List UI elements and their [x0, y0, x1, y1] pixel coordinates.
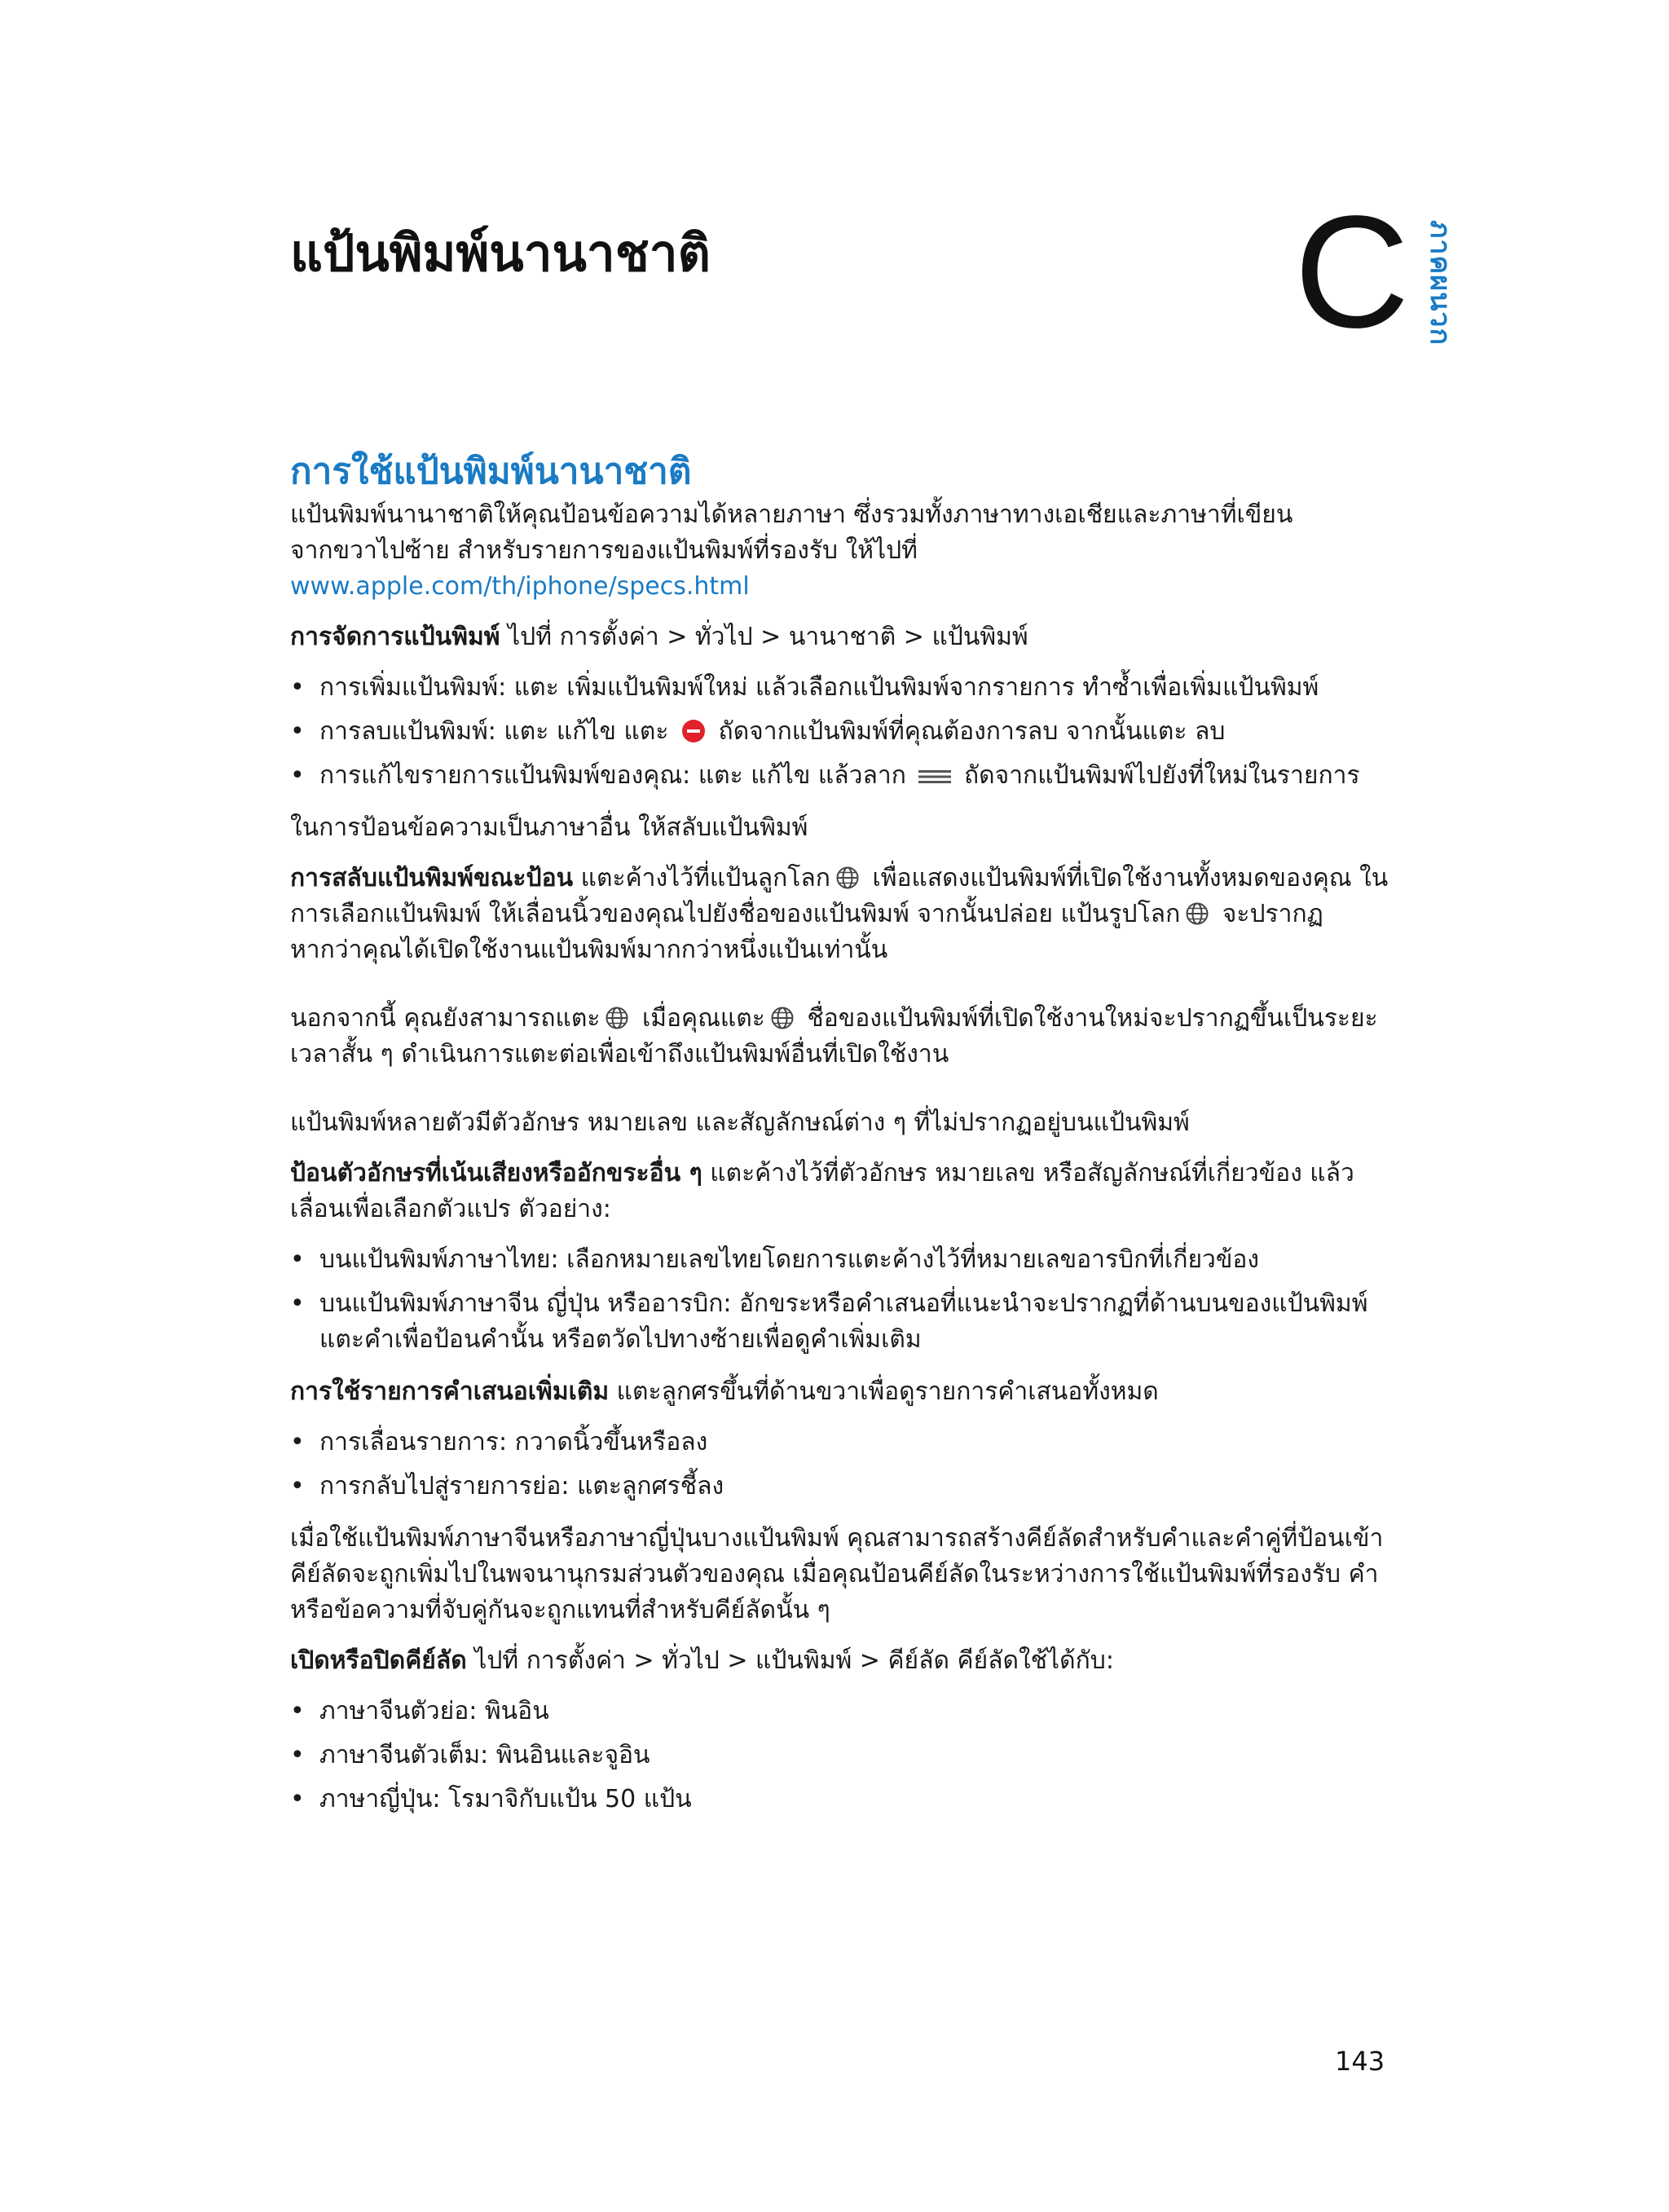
- item-label: การเพิ่มแป้นพิมพ์:: [319, 673, 507, 702]
- list-item: [290, 1469, 1392, 1505]
- manage-paragraph: [290, 619, 1392, 655]
- intro-line-2: จากขวาไปซ้าย สำหรับรายการของแป้นพิมพ์ที่รองรับ ให้ไปที่: [290, 536, 918, 565]
- also-text-b: เมื่อคุณแตะ: [634, 1004, 765, 1033]
- bullet-icon: •: [290, 1289, 305, 1318]
- item-label: การกลับไปสู่รายการย่อ:: [319, 1472, 570, 1500]
- bullet-icon: •: [290, 1245, 305, 1274]
- item-text: เลือกหมายเลขไทยโดยการแตะค้างไว้ที่หมายเลขอารบิกที่เกี่ยวข้อง: [558, 1245, 1260, 1274]
- globe-icon: [605, 1006, 629, 1030]
- accent-list: [290, 1242, 1392, 1358]
- appendix-label: ภาคผนวก: [1424, 220, 1456, 346]
- spacer: [290, 1087, 1392, 1105]
- switch-intro: ในการป้อนข้อความเป็นภาษาอื่น ให้สลับแป้นพิมพ์: [290, 813, 808, 842]
- item-label: ภาษาจีนตัวย่อ:: [319, 1697, 478, 1725]
- shortcuts-paragraph: [290, 1643, 1392, 1679]
- intro-line-1: แป้นพิมพ์นานาชาติให้คุณป้อนข้อความได้หลายภาษา ซึ่งรวมทั้งภาษาทางเอเชียและภาษาที่เขียน: [290, 500, 1293, 529]
- list-item: [290, 1738, 1392, 1774]
- suggest-list: [290, 1425, 1392, 1505]
- list-item: [290, 1425, 1392, 1461]
- shortcuts-intro: เมื่อใช้แป้นพิมพ์ภาษาจีนหรือภาษาญี่ปุ่นบางแป้นพิมพ์ คุณสามารถสร้างคีย์ลัดสำหรับคำและคำคู่ที่ป้อนเข้า คีย์ลัดจะถูกเพิ่มไปในพจนานุกรมส่วนตัวของคุณ เมื่อคุณป้อนคีย์ลัดในระหว่างการใช้แป้นพิมพ์ที่รองรับ คำหรือข้อความที่จับคู่กันจะถูกแทนที่สำหรับคีย์ลัดนั้น ๆ: [290, 1524, 1384, 1624]
- page-number: 143: [1335, 2046, 1385, 2077]
- list-item: [290, 1694, 1392, 1730]
- list-item: [290, 1286, 1392, 1358]
- section-heading: การใช้แป้นพิมพ์นานาชาติ: [290, 451, 692, 492]
- globe-icon: [770, 1006, 795, 1030]
- shortcuts-text: ไปที่ การตั้งค่า > ทั่วไป > แป้นพิมพ์ > คีย์ลัด คีย์ลัดใช้ได้กับ:: [466, 1646, 1114, 1675]
- shortcuts-list: [290, 1694, 1392, 1818]
- manage-label: การจัดการแป้นพิมพ์: [290, 623, 500, 651]
- item-text-before: แตะ แก้ไข แล้วลาก: [690, 761, 906, 790]
- item-label: ภาษาญี่ปุ่น:: [319, 1785, 441, 1813]
- item-text-after: ถัดจากแป้นพิมพ์ที่คุณต้องการลบ จากนั้นแตะ ลบ: [711, 717, 1226, 746]
- delete-minus-icon: [681, 719, 706, 743]
- bullet-icon: •: [290, 1428, 305, 1456]
- manage-list: [290, 670, 1392, 794]
- accent-text: แตะค้างไว้ที่ตัวอักษร หมายเลข หรือสัญลักษณ์ที่เกี่ยวข้อง แล้วเลื่อนเพื่อเลือกตัวแปร ตัวอย่าง:: [290, 1159, 1354, 1223]
- suggest-text: แตะลูกศรขึ้นที่ด้านขวาเพื่อดูรายการคำเสนอทั้งหมด: [609, 1377, 1159, 1406]
- list-item: [290, 1242, 1392, 1278]
- also-text-a: นอกจากนี้ คุณยังสามารถแตะ: [290, 1004, 601, 1033]
- item-text: แตะ เพิ่มแป้นพิมพ์ใหม่ แล้วเลือกแป้นพิมพ์จากรายการ ทำซ้ำเพื่อเพิ่มแป้นพิมพ์: [506, 673, 1319, 702]
- item-label: บนแป้นพิมพ์ภาษาจีน ญี่ปุ่น หรืออารบิก:: [319, 1289, 732, 1318]
- bullet-icon: •: [290, 717, 305, 746]
- specs-link[interactable]: www.apple.com/th/iphone/specs.html: [290, 572, 750, 601]
- list-item: [290, 670, 1392, 706]
- accent-label: ป้อนตัวอักษรที่เน้นเสียงหรืออักขระอื่น ๆ: [290, 1159, 702, 1188]
- also-text-c: ชื่อของแป้นพิมพ์ที่เปิดใช้งานใหม่จะปรากฏขึ้นเป็นระยะเวลาสั้น ๆ ดำเนินการแตะต่อเพื่อเข้าถึงแป้นพิมพ์อื่นที่เปิดใช้งาน: [290, 1004, 1378, 1069]
- item-label: การแก้ไขรายการแป้นพิมพ์ของคุณ:: [319, 761, 691, 790]
- chars-intro: แป้นพิมพ์หลายตัวมีตัวอักษร หมายเลข และสัญลักษณ์ต่าง ๆ ที่ไม่ปรากฏอยู่บนแป้นพิมพ์: [290, 1108, 1190, 1137]
- item-text: โรมาจิกับแป้น 50 แป้น: [440, 1785, 692, 1813]
- item-text-after: ถัดจากแป้นพิมพ์ไปยังที่ใหม่ในรายการ: [956, 761, 1360, 790]
- bullet-icon: •: [290, 673, 305, 702]
- item-text: พินอิน: [477, 1697, 549, 1725]
- list-item: [290, 1782, 1392, 1818]
- switch-text-c: จะปรากฏหากว่าคุณได้เปิดใช้งานแป้นพิมพ์มากกว่าหนึ่งแป้นเท่านั้น: [290, 900, 1323, 964]
- spacer: [290, 983, 1392, 1001]
- list-item: [290, 714, 1392, 750]
- suggest-paragraph: [290, 1374, 1392, 1410]
- item-text-before: แตะ แก้ไข แตะ: [495, 717, 669, 746]
- item-text: พินอินและจูอิน: [488, 1741, 650, 1769]
- bullet-icon: •: [290, 1741, 305, 1769]
- chapter-title: แป้นพิมพ์นานาชาติ: [290, 223, 711, 283]
- main-content: [290, 447, 1392, 1834]
- item-text: กวาดนิ้วขึ้นหรือลง: [507, 1428, 708, 1456]
- suggest-label: การใช้รายการคำเสนอเพิ่มเติม: [290, 1377, 610, 1406]
- item-label: บนแป้นพิมพ์ภาษาไทย:: [319, 1245, 559, 1274]
- item-label: การลบแป้นพิมพ์:: [319, 717, 496, 746]
- item-label: ภาษาจีนตัวเต็ม:: [319, 1741, 489, 1769]
- also-paragraph: [290, 1001, 1392, 1073]
- bullet-icon: •: [290, 761, 305, 790]
- intro-paragraph: [290, 497, 1392, 605]
- list-item: [290, 758, 1392, 794]
- globe-icon: [835, 866, 860, 890]
- item-label: การเลื่อนรายการ:: [319, 1428, 508, 1456]
- shortcuts-label: เปิดหรือปิดคีย์ลัด: [290, 1646, 467, 1675]
- globe-icon: [1185, 901, 1209, 926]
- switch-paragraph: [290, 861, 1392, 968]
- switch-text-b: เพื่อแสดงแป้นพิมพ์ที่เปิดใช้งานทั้งหมดของคุณ ในการเลือกแป้นพิมพ์ ให้เลื่อนนิ้วของคุณไปยังชื่อของแป้นพิมพ์ จากนั้นปล่อย แป้นรูปโลก: [290, 864, 1389, 928]
- manage-text: ไปที่ การตั้งค่า > ทั่วไป > นานาชาติ > แป้นพิมพ์: [500, 623, 1028, 651]
- bullet-icon: •: [290, 1472, 305, 1500]
- bullet-icon: •: [290, 1697, 305, 1725]
- switch-text-a: แตะค้างไว้ที่แป้นลูกโลก: [573, 864, 830, 892]
- item-text: อักขระหรือคำเสนอที่แนะนำจะปรากฏที่ด้านบนของแป้นพิมพ์ แตะคำเพื่อป้อนคำนั้น หรือตวัดไปทางซ้ายเพื่อดูคำเพิ่มเติม: [319, 1289, 1368, 1354]
- appendix-letter: C: [1294, 183, 1410, 361]
- switch-label: การสลับแป้นพิมพ์ขณะป้อน: [290, 864, 574, 892]
- accent-paragraph: [290, 1156, 1392, 1227]
- item-text: แตะลูกศรชี้ลง: [569, 1472, 724, 1500]
- reorder-grip-icon: [918, 769, 951, 785]
- bullet-icon: •: [290, 1785, 305, 1813]
